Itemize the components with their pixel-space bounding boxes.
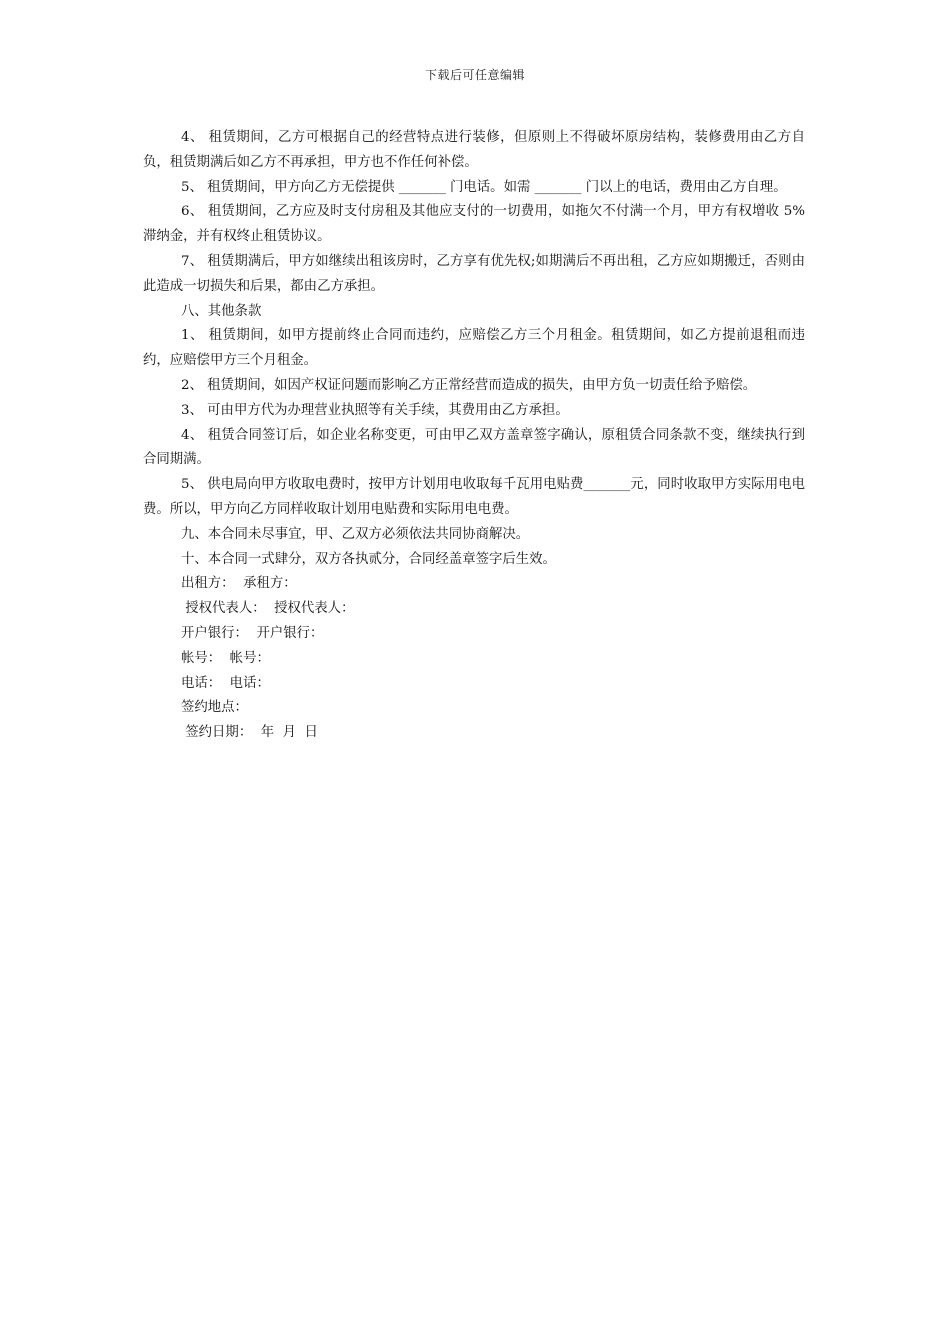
clause-5-electricity: 5、 供电局向甲方收取电费时，按甲方计划用电收取每千瓦用电贴费_______元，同时收取甲方实际用电电费。所以，甲方向乙方同样收取计划用电贴费和实际用电电费。 <box>143 477 805 517</box>
signature-lessor-lessee: 出租方： 承租方： <box>181 576 297 592</box>
signature-date: 签约日期： 年 月 日 <box>181 725 318 741</box>
signature-authorized-rep: 授权代表人： 授权代表人： <box>181 601 355 617</box>
document-body <box>143 126 805 746</box>
clause-6-late-fee: 6、 租赁期间，乙方应及时支付房租及其他应支付的一切费用，如拖欠不付满一个月，甲方有权增收 5%滞纳金，并有权终止租赁协议。 <box>143 204 805 245</box>
header-note: 下载后可任意编辑 <box>424 68 525 82</box>
signature-place: 签约地点： <box>181 700 248 716</box>
clause-9-unresolved-matters: 九、本合同未尽事宜，甲、乙双方必须依法共同协商解决。 <box>181 526 530 542</box>
clause-10-copies: 十、本合同一式肆分，双方各执贰分，合同经盖章签字后生效。 <box>181 551 556 567</box>
clause-5-telephone: 5、 租赁期间，甲方向乙方无偿提供 _______ 门电话。如需 _______ 门以上的电话，费用由乙方自理。 <box>181 179 787 195</box>
clause-4-name-change: 4、 租赁合同签订后，如企业名称变更，可由甲乙双方盖章签字确认，原租赁合同条款不变，继续执行到合同期满。 <box>143 427 805 468</box>
signature-bank: 开户银行： 开户银行： <box>181 625 324 641</box>
clause-1-early-termination: 1、 租赁期间，如甲方提前终止合同而违约，应赔偿乙方三个月租金。租赁期间，如乙方提前退租而违约，应赔偿甲方三个月租金。 <box>143 328 805 369</box>
clause-7-lease-expiry: 7、 租赁期满后，甲方如继续出租该房时，乙方享有优先权;如期满后不再出租，乙方应如期搬迁，否则由此造成一切损失和后果，都由乙方承担。 <box>143 253 805 294</box>
signature-phone: 电话： 电话： <box>181 675 270 691</box>
clause-3-business-license: 3、 可由甲方代为办理营业执照等有关手续，其费用由乙方承担。 <box>181 402 569 418</box>
signature-account: 帐号： 帐号： <box>181 650 270 666</box>
section-heading-other-terms: 八、其他条款 <box>181 303 262 319</box>
clause-2-property-title: 2、 租赁期间，如因产权证问题而影响乙方正常经营而造成的损失，由甲方负一切责任给予赔偿。 <box>181 377 757 393</box>
clause-4-renovation: 4、 租赁期间，乙方可根据自己的经营特点进行装修，但原则上不得破坏原房结构，装修费用由乙方自负，租赁期满后如乙方不再承担，甲方也不作任何补偿。 <box>143 130 805 170</box>
